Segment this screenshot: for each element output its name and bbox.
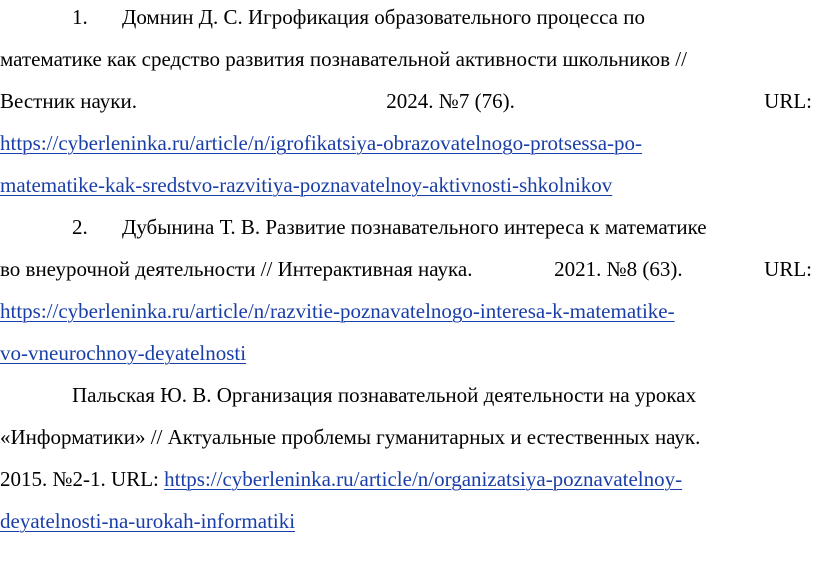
reference-text: Домнин Д. С. Игрофикация образовательного процесса по [122, 5, 645, 29]
reference-1-line-2 [0, 44, 816, 74]
reference-link[interactable]: https://cyberleninka.ru/article/n/razvitie-poznavatelnogo-interesa-k-matematike- [0, 299, 675, 323]
reference-text: Дубынина Т. В. Развитие познавательного интереса к математике [122, 215, 707, 239]
reference-text: «Информатики» // Актуальные проблемы гуманитарных и естественных наук. [0, 425, 701, 449]
reference-2-line-1 [0, 212, 816, 242]
reference-2-line-2 [0, 254, 816, 284]
issue-info: 2015. №2-1. URL: [0, 467, 165, 491]
journal-name: Вестник науки. [0, 89, 137, 113]
reference-text: Пальская Ю. В. Организация познавательной деятельности на уроках [72, 383, 697, 407]
url-label: URL: [764, 257, 812, 281]
reference-link[interactable]: https://cyberleninka.ru/article/n/organizatsiya-poznavatelnoy- [164, 467, 683, 491]
reference-2-url-line-1[interactable] [0, 296, 816, 326]
reference-link[interactable]: https://cyberleninka.ru/article/n/igrofikatsiya-obrazovatelnogo-protsessa-po- [0, 131, 643, 155]
reference-link[interactable]: vo-vneurochnoy-deyatelnosti [0, 341, 247, 365]
reference-number: 1. [72, 5, 88, 29]
reference-1-line-1 [0, 2, 816, 32]
issue-info: 2021. №8 (63). [554, 257, 683, 281]
reference-3-url-line-2[interactable] [0, 506, 816, 536]
reference-1-line-3 [0, 86, 816, 116]
reference-1-url-line-1[interactable] [0, 128, 816, 158]
reference-3-line-3[interactable] [0, 464, 816, 494]
reference-2-url-line-2[interactable] [0, 338, 816, 368]
reference-number: 2. [72, 215, 88, 239]
reference-1-url-line-2[interactable] [0, 170, 816, 200]
url-label: URL: [764, 89, 812, 113]
reference-3-line-1 [0, 380, 816, 410]
reference-text: во внеурочной деятельности // Интерактивная наука. [0, 257, 473, 281]
reference-link[interactable]: deyatelnosti-na-urokah-informatiki [0, 509, 296, 533]
reference-link[interactable]: matematike-kak-sredstvo-razvitiya-poznavatelnoy-aktivnosti-shkolnikov [0, 173, 613, 197]
reference-text: математике как средство развития познавательной активности школьников // [0, 47, 687, 71]
reference-3-line-2 [0, 422, 816, 452]
issue-info: 2024. №7 (76). [386, 89, 515, 113]
